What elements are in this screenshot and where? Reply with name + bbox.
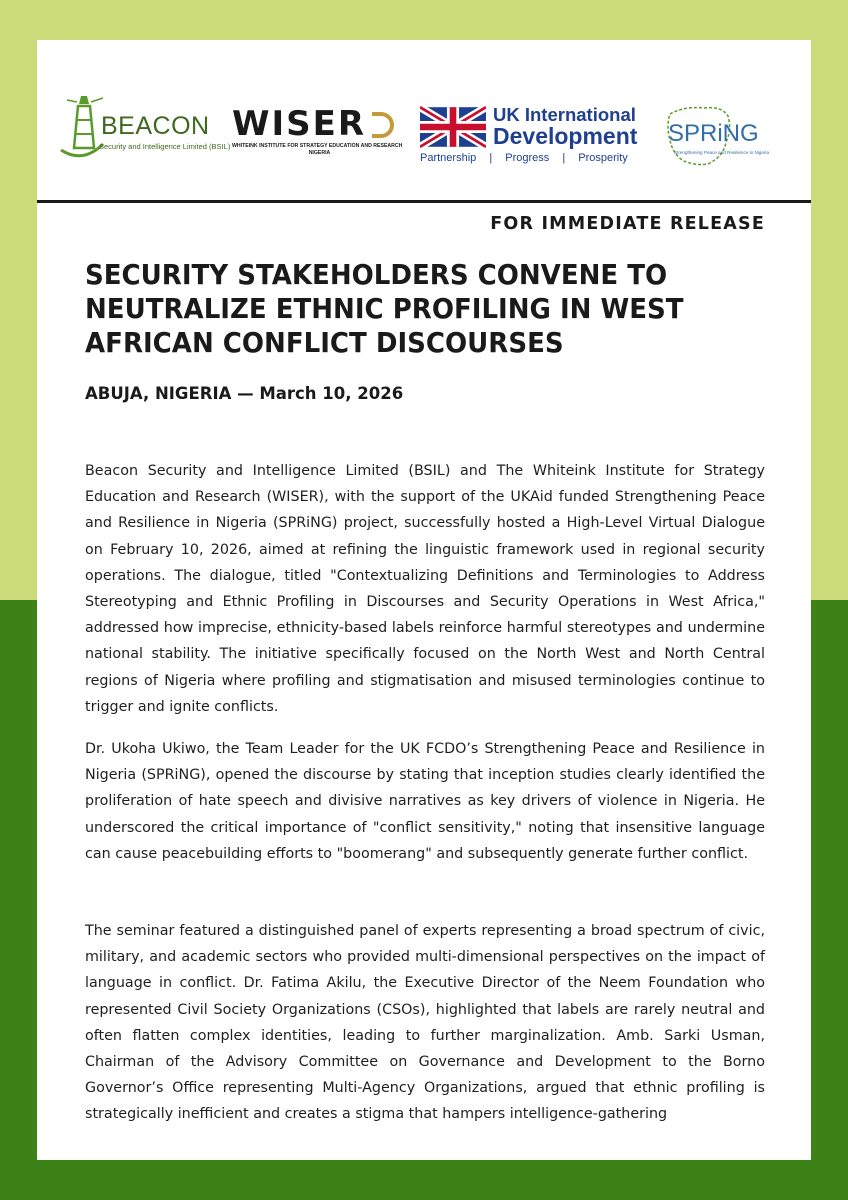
dateline: ABUJA, NIGERIA — March 10, 2026 [85,384,404,403]
wiser-logo-subtitle: WHITEINK INSTITUTE FOR STRATEGY EDUCATION AND RESEARCH [232,143,403,149]
wiser-logo-accent [372,112,394,138]
body-paragraph: Beacon Security and Intelligence Limited (BSIL) and The Whiteink Institute for Strategy Education and Research (WISER), with the support of the UKAid funded Strengthening Peace and Resilience in Nigeria (SPRiNG) project, successfully hosted a High-Level Virtual Dialogue on February 10, 2026, aimed at refining the linguistic framework used in regional security operations. The dialogue, titled "Contextualizing Definitions and Terminologies to Address Stereotyping and Ethnic Profiling in Discourses and Security Operations in West Africa," addressed how imprecise, ethnicity-based labels reinforce harmful stereotypes and undermine national stability. The initiative specifically focused on the North West and North Central regions of Nigeria where profiling and stigmatisation and misused terminologies continue to trigger and ignite conflicts. [85,463,765,715]
partner-logos-bar [37,40,811,200]
beacon-logo [59,92,231,162]
beacon-logo-name: BEACON [101,112,210,140]
tagline-prosperity: Prosperity [578,152,628,164]
wiser-logo-country: NIGERIA [308,150,331,156]
union-jack-flag-icon [420,106,486,148]
tagline-progress: Progress [505,152,550,164]
header-divider [37,200,811,203]
uk-id-line1: UK International [493,104,636,125]
headline: SECURITY STAKEHOLDERS CONVENE TO NEUTRALIZE ETHNIC PROFILING IN WEST AFRICAN CONFLICT DISCOURSES [85,258,684,359]
tagline-separator: | [562,152,566,164]
release-label: FOR IMMEDIATE RELEASE [490,214,765,234]
press-release-page [37,40,811,1160]
uk-international-development-logo [420,104,660,170]
body-paragraph: The seminar featured a distinguished panel of experts representing a broad spectrum of civic, military, and academic sectors who provided multi-dimensional perspectives on the impact of language in conflict. Dr. Fatima Akilu, the Executive Director of the Neem Foundation who represented Civil Society Organizations (CSOs), highlighted that labels are rarely neutral and often flatten complex identities, leading to further marginalization. Amb. Sarki Usman, Chairman of the Advisory Committee on Governance and Development to the Borno Governor’s Office representing Multi-Agency Organizations, argued that ethnic profiling is strategically inefficient and creates a stigma that hampers intelligence-gathering [85,923,765,1123]
spring-logo-subtitle: Strengthening Peace and Resilience in Nigeria [674,150,769,155]
beacon-logo-subtitle: Security and Intelligence Limited (BSIL) [99,142,231,151]
spring-logo [662,104,802,170]
tagline-partnership: Partnership [420,152,477,164]
wiser-logo [232,106,407,156]
wiser-logo-name: WISER [232,104,367,144]
body-paragraph: Dr. Ukoha Ukiwo, the Team Leader for the UK FCDO’s Strengthening Peace and Resilience in Nigeria (SPRiNG), opened the discourse by stating that inception studies clearly identified the proliferation of hate speech and divisive narratives as key drivers of violence in Nigeria. He underscored the critical importance of "conflict sensitivity," noting that insensitive language can cause peacebuilding efforts to "boomerang" and subsequently generate further conflict. [85,741,765,862]
tagline-separator: | [489,152,493,164]
spring-logo-name: SPRiNG [668,120,759,147]
uk-id-line2: Development [493,123,638,149]
uk-id-tagline [420,152,650,164]
